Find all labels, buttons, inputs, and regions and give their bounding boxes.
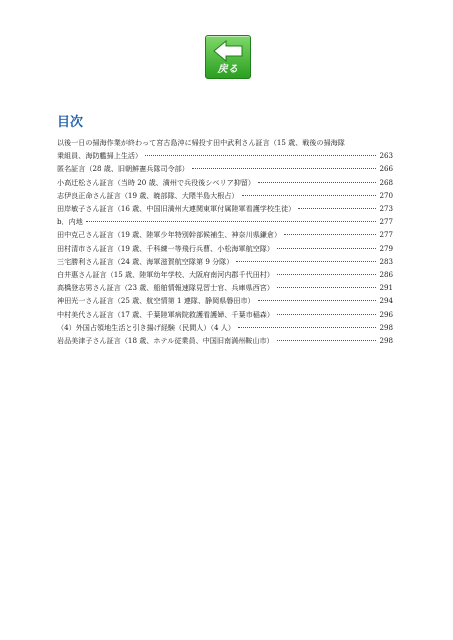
toc-entry[interactable] [57,176,393,189]
toc-entry[interactable] [57,294,393,307]
back-button[interactable] [205,35,251,79]
leader-dots [145,155,376,156]
leader-dots [277,314,376,315]
leader-dots [258,300,377,301]
toc-entry-title: 匿名証言（28 歳、旧朝鮮憲兵隊司令部） [57,164,189,174]
toc-entry-page: 263 [379,151,393,161]
leader-dots [277,274,376,275]
toc-entry-page: 270 [379,190,393,200]
leader-dots [242,195,377,196]
toc-entry-title: 田中克己さん証言（19 歳、陸軍少年特別幹部候補生、神奈川県鎌倉） [57,230,282,240]
toc-entry-title: 神田光一さん証言（25 歳、航空情第 1 連隊、静岡県磐田市） [57,296,255,306]
toc-entry-title: 乗組員、海防艦掃上生活） [57,151,143,161]
leader-dots [298,208,376,209]
leader-dots [277,287,376,288]
toc-entry[interactable] [57,334,393,347]
leader-dots [192,168,377,169]
toc-entry-page: 279 [379,243,393,253]
toc-entry-title: （4）外国占領地生活と引き揚げ経験（民間人）（4 人） [57,322,235,332]
toc-entry-title: 中村美代さん証言（17 歳、千葉陸軍病院救護看護婦、千葉市稲森） [57,309,274,319]
toc-entry[interactable] [57,215,393,228]
toc-entry-page: 298 [379,336,393,346]
toc-entry[interactable] [57,281,393,294]
toc-entry[interactable] [57,255,393,268]
toc-entry-page: 277 [379,217,393,227]
arrow-left-icon [212,40,244,62]
toc-entry-title: b．内地 [57,217,83,227]
leader-dots [238,327,376,328]
toc-entry-title: 田村清市さん証言（19 歳、千科練一等飛行兵曹、小松海軍航空隊） [57,243,274,253]
toc-entry[interactable] [57,202,393,215]
toc-entry-page: 296 [379,309,393,319]
leader-dots [277,248,376,249]
toc-entry[interactable] [57,162,393,175]
toc-entry-title: 小高迁松さん証言（当時 20 歳、満州で兵役後シベリア抑留） [57,177,255,187]
toc-entry[interactable] [57,242,393,255]
toc-entry-line[interactable]: 以後一日の掃海作業が終わって宮古島沖に帰投す田中武利さん証言（15 歳、戦後の掃海隊 [57,138,345,147]
toc-entry-title: 岩品美津子さん証言（18 歳、ホテル従業員、中国旧南満州鞍山市） [57,336,274,346]
toc-title: 目次 [57,115,84,130]
toc-entry-page: 277 [379,230,393,240]
toc-entry-title: 三宅勝利さん証言（24 歳、海軍滋賀航空隊第 9 分隊） [57,256,234,266]
leader-dots [258,182,376,183]
leader-dots [236,261,376,262]
leader-dots [86,221,377,222]
table-of-contents [57,136,393,347]
toc-entry[interactable] [57,268,393,281]
leader-dots [284,234,376,235]
toc-entry-title: 志伊良正命さん証言（19 歳、暁部隊、大隈半島大根占） [57,190,239,200]
toc-entry[interactable] [57,321,393,334]
toc-entry-page: 283 [379,256,393,266]
leader-dots [277,340,377,341]
toc-entry[interactable] [57,149,393,162]
toc-entry-title: 白井惠さん証言（15 歳、陸軍幼年学校、大阪府南河内郡千代田村） [57,270,274,280]
toc-entry-page: 273 [379,204,393,214]
toc-entry-page: 294 [379,296,393,306]
back-button-label: 戻る [217,64,239,75]
toc-entry[interactable] [57,308,393,321]
toc-entry-page: 298 [379,322,393,332]
toc-entry-page: 266 [379,164,393,174]
toc-entry-page: 286 [379,270,393,280]
toc-entry[interactable] [57,189,393,202]
toc-entry-page: 291 [379,283,393,293]
toc-entry-title: 高橋登志男さん証言（23 歳、船舶情報速隊見習士官、兵庫県西宮） [57,283,274,293]
toc-entry-title: 田岸敏子さん証言（16 歳、中国旧満州大連関東軍付属陸軍看護学校生徒） [57,204,296,214]
toc-entry-page: 268 [379,177,393,187]
toc-entry[interactable] [57,228,393,241]
